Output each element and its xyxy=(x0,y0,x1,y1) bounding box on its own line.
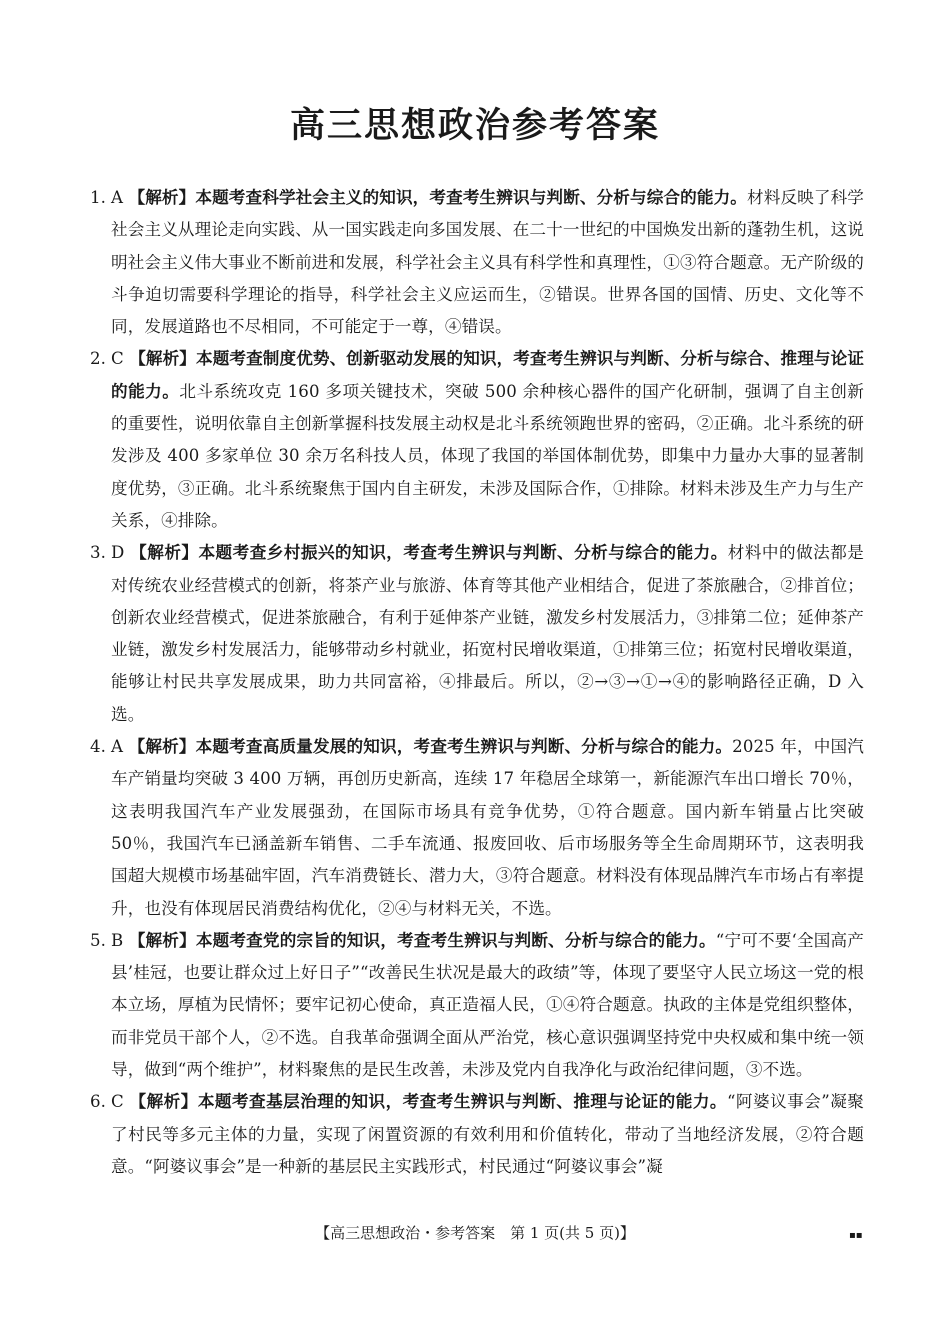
page-title: 高三思想政治参考答案 xyxy=(289,106,660,146)
analysis-body: 材料中的做法都是对传统农业经营模式的创新，将茶产业与旅游、体育等其他产业相结合，促进了茶旅融合，②排首位；创新农业经营模式，促进茶旅融合，有利于延伸茶产业链，激发乡村发展活力，③排第二位；延伸茶产业链，激发乡村发展活力，能够带动乡村就业，拓宽村民增收渠道，①排第三位；拓宽村民增收渠道，能够让村民共享发展成果，助力共同富裕，④排最后。所以，②→③→①→④的影响路径正确，D 入选。 xyxy=(111,543,864,724)
analysis-lead: 本题考查制度优势、创新驱动发展的知识，考查考生辨识与判断、分析与综合、推理与论证的能力。 xyxy=(111,349,865,401)
answer-item-4 xyxy=(90,731,864,925)
analysis-tag: 【解析】 xyxy=(130,543,199,563)
item-number: 6. xyxy=(90,1092,107,1112)
analysis-body: 材料反映了科学社会主义从理论走向实践、从一国实践走向多国发展、在二十一世纪的中国焕发出新的蓬勃生机，这说明社会主义伟大事业不断前进和发展，科学社会主义具有科学性和真理性，①③符合题意。无产阶级的斗争迫切需要科学理论的指导，科学社会主义应运而生，②错误。世界各国的国情、历史、文化等不同，发展道路也不尽相同，不可能定于一尊，④错误。 xyxy=(111,188,865,337)
answer-letter: A xyxy=(111,188,124,207)
analysis-body: “宁可不要‘全国高产县’桂冠，也要让群众过上好日子”“改善民生状况是最大的政绩”等，体现了要坚守人民立场这一党的根本立场，厚植为民情怀；要牢记初心使命，真正造福人民，①④符合题意。执政的主体是党组织整体，而非党员干部个人，②不选。自我革命强调全面从严治党，核心意识强调坚持党中央权威和集中统一领导，做到“两个维护”，材料聚焦的是民生改善，未涉及党内自我净化与政治纪律问题，③不选。 xyxy=(111,930,864,1080)
analysis-body: 北斗系统攻克 160 多项关键技术，突破 500 余种核心器件的国产化研制，强调了自主创新的重要性，说明依靠自主创新掌握科技发展主动权是北斗系统领跑世界的密码，②正确。北斗系统的研发涉及 400 多家单位 30 余万名科技人员，体现了我国的举国体制优势，即集中力量办大事的显著制度优势，③正确。北斗系统聚焦于国内自主研发，未涉及国际合作，①排除。材料未涉及生产力与生产关系，④排除。 xyxy=(111,381,864,530)
item-number: 1. xyxy=(90,188,107,207)
item-number: 2. xyxy=(90,349,107,369)
answer-letter: B xyxy=(111,930,124,950)
answer-letter: C xyxy=(111,1092,124,1112)
page-footer: 【高三思想政治・参考答案 第 1 页(共 5 页)】 xyxy=(315,1224,635,1242)
item-number: 5. xyxy=(90,930,107,950)
analysis-tag: 【解析】 xyxy=(129,349,196,369)
analysis-body: 2025 年，中国汽车产销量均突破 3 400 万辆，再创历史新高，连续 17 年稳居全球第一，新能源汽车出口增长 70％，这表明我国汽车产业发展强劲，在国际市场具有竞争优势，①符合题意。国内新车销量占比突破 50％，我国汽车已涵盖新车销售、二手车流通、报废回收、后市场服务等全生命周期环节，这表明我国超大规模市场基础牢固，汽车消费链长、潜力大，③符合题意。材料没有体现品牌汽车市场占有率提升，也没有体现居民消费结构优化，②④与材料无关，不选。 xyxy=(111,737,864,918)
item-number: 3. xyxy=(90,543,107,563)
answer-letter: C xyxy=(111,349,124,369)
analysis-lead: 本题考查科学社会主义的知识，考查考生辨识与判断、分析与综合的能力。 xyxy=(195,188,748,207)
analysis-tag: 【解析】 xyxy=(128,930,196,950)
analysis-lead: 本题考查基层治理的知识，考查考生辨识与判断、推理与论证的能力。 xyxy=(197,1092,727,1112)
analysis-tag: 【解析】 xyxy=(128,737,196,757)
answer-letter: D xyxy=(111,543,125,563)
analysis-tag: 【解析】 xyxy=(129,1092,198,1112)
corner-mark: ▪▪ xyxy=(849,1230,863,1241)
answer-item-2 xyxy=(90,343,864,537)
analysis-lead: 本题考查乡村振兴的知识，考查考生辨识与判断、分析与综合的能力。 xyxy=(198,543,728,563)
answer-list xyxy=(90,182,864,1183)
analysis-body: “阿婆议事会”凝聚了村民等多元主体的力量，实现了闲置资源的有效利用和价值转化，带动了当地经济发展，②符合题意。“阿婆议事会”是一种新的基层民主实践形式，村民通过“阿婆议事会”凝 xyxy=(111,1092,864,1176)
answer-item-6 xyxy=(90,1086,864,1183)
analysis-lead: 本题考查高质量发展的知识，考查考生辨识与判断、分析与综合的能力。 xyxy=(195,737,733,757)
answer-item-1 xyxy=(90,182,864,343)
analysis-lead: 本题考查党的宗旨的知识，考查考生辨识与判断、分析与综合的能力。 xyxy=(195,930,716,950)
analysis-tag: 【解析】 xyxy=(128,188,196,207)
answer-item-5 xyxy=(90,925,864,1086)
answer-letter: A xyxy=(111,737,124,757)
item-number: 4. xyxy=(90,737,107,757)
answer-item-3 xyxy=(90,537,864,731)
